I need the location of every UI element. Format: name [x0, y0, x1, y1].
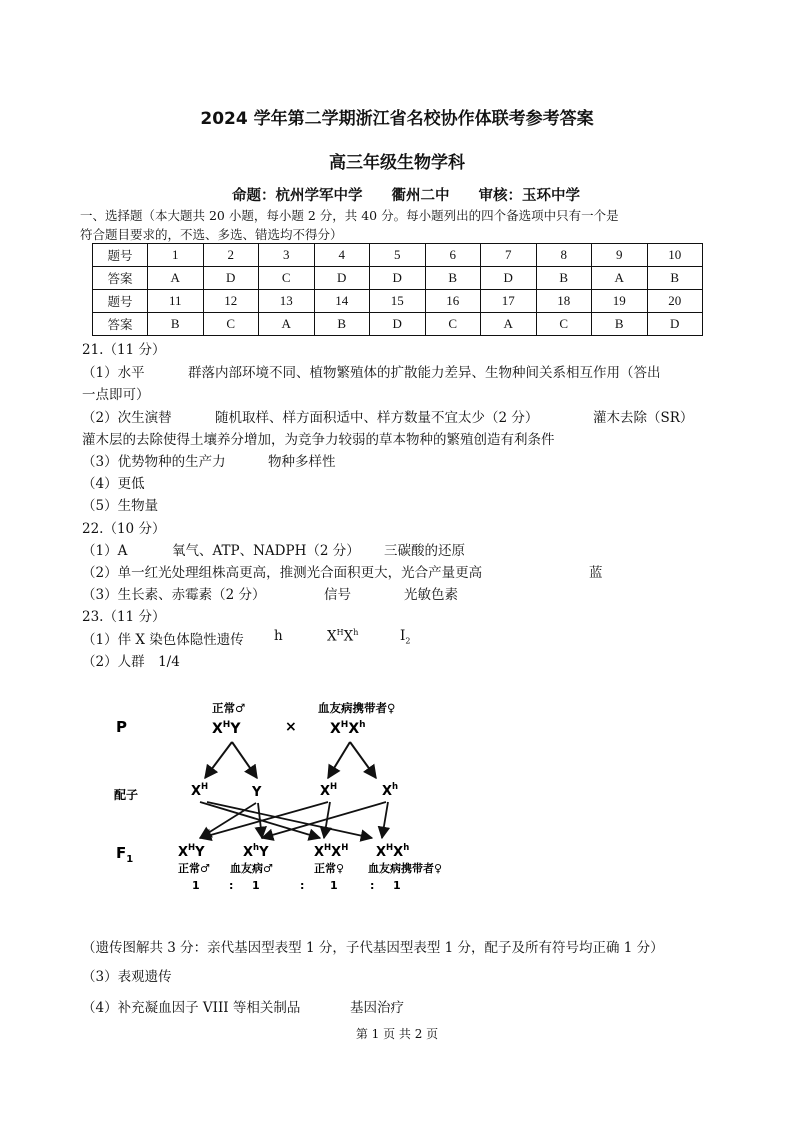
table-cell: C	[425, 313, 481, 336]
section1-instruction-line2: 符合题目要求的，不选、多选、错选均不得分）	[80, 227, 343, 242]
offspring-genotype-1: $X^HY$	[178, 843, 205, 860]
q21-answer-2: （2）次生演替	[82, 410, 172, 426]
q21-answer-1c: 一点即可）	[82, 387, 150, 403]
table-cell: B	[647, 267, 703, 290]
table-cell: 9	[592, 244, 648, 267]
gamete-female-xh-recessive: $X^h$	[382, 782, 399, 799]
table-cell: 17	[481, 290, 537, 313]
table-cell: 题号	[93, 244, 148, 267]
table-cell: 题号	[93, 290, 148, 313]
table-cell: 12	[203, 290, 259, 313]
q23-answer-2: （2）人群 1/4	[82, 654, 180, 670]
q23-answer-1: （1）伴 X 染色体隐性遗传	[82, 632, 244, 648]
offspring-phenotype-2: 血友病♂	[230, 862, 273, 875]
ratio-separator: :	[229, 879, 234, 892]
table-cell: D	[314, 267, 370, 290]
q22-answer-1: （1）A	[82, 543, 128, 559]
q21-answer-2d: 灌木层的去除使得土壤养分增加，为竞争力较弱的草本物种的繁殖创造有利条件	[82, 432, 555, 448]
table-cell: D	[370, 313, 426, 336]
table-cell: B	[425, 267, 481, 290]
table-cell: D	[647, 313, 703, 336]
table-cell: 5	[370, 244, 426, 267]
q23-answer-4b: 基因治疗	[350, 1000, 404, 1016]
q23-answer-3: （3）表观遗传	[82, 969, 172, 985]
ratio-value: 1	[192, 879, 200, 892]
offspring-genotype-3: $X^HX^H$	[314, 843, 349, 860]
q21-answer-5: （5）生物量	[82, 498, 159, 514]
gamete-female-xh: $X^H$	[320, 782, 338, 799]
q22-answer-3c: 光敏色素	[404, 587, 458, 603]
q23-heading: 23.（11 分）	[82, 609, 166, 625]
genotype-sup: H	[336, 628, 344, 637]
f1-label	[116, 844, 133, 865]
q21-answer-3: （3）优势物种的生产力	[82, 454, 226, 470]
q23-scoring-note: （遗传图解共 3 分：亲代基因型表型 1 分，子代基因型表型 1 分，配子及所有符号均正确 1 分）	[82, 940, 664, 956]
table-cell: A	[259, 313, 315, 336]
offspring-phenotype-3: 正常♀	[314, 862, 345, 875]
table-cell: 13	[259, 290, 315, 313]
table-cell: C	[536, 313, 592, 336]
individual-base: I	[400, 628, 406, 644]
q22-answer-2: （2）单一红光处理组株高更高，推测光合面积更大，光合产量更高	[82, 565, 483, 581]
table-cell: 14	[314, 290, 370, 313]
q23-answer-4: （4）补充凝血因子 VIII 等相关制品	[82, 1000, 301, 1016]
gamete-male-y: Y	[252, 785, 262, 800]
table-cell: 6	[425, 244, 481, 267]
table-cell: 10	[647, 244, 703, 267]
genotype-base: X	[343, 628, 354, 645]
q21-answer-4: （4）更低	[82, 476, 145, 492]
table-cell: 15	[370, 290, 426, 313]
table-cell: 16	[425, 290, 481, 313]
table-cell: A	[592, 267, 648, 290]
ratio-value: 1	[393, 879, 401, 892]
q21-answer-2c: 灌木去除（SR）	[593, 410, 694, 426]
table-cell: 8	[536, 244, 592, 267]
p-label: P	[116, 718, 127, 736]
cross-symbol: ×	[285, 719, 297, 735]
table-cell: D	[481, 267, 537, 290]
q22-answer-1b: 氧气、ATP、NADPH（2 分）	[172, 543, 360, 559]
gamete-male-xh: $X^H$	[191, 782, 209, 799]
page-number: 第 1 页 共 2 页	[355, 1027, 439, 1041]
f1-sub: 1	[126, 854, 134, 865]
table-cell: 19	[592, 290, 648, 313]
table-cell: B	[148, 313, 204, 336]
table-cell: 答案	[93, 313, 148, 336]
ratio-separator: :	[300, 879, 305, 892]
arrow	[207, 802, 372, 838]
ratio-separator: :	[370, 879, 375, 892]
arrow	[328, 742, 350, 778]
q21-answer-2b: 随机取样、样方面积适中、样方数量不宜太少（2 分）	[215, 410, 539, 426]
offspring-genotype-4: $X^HX^h$	[376, 843, 410, 860]
table-cell: B	[536, 267, 592, 290]
arrow	[350, 742, 376, 778]
mother-genotype: $X^HX^h$	[330, 720, 366, 737]
mother-phenotype: 血友病携带者♀	[318, 701, 396, 715]
q22-answer-1c: 三碳酸的还原	[384, 543, 465, 559]
arrow	[200, 803, 256, 838]
table-cell: 20	[647, 290, 703, 313]
table-cell: 1	[148, 244, 204, 267]
table-cell: 答案	[93, 267, 148, 290]
table-cell: C	[259, 267, 315, 290]
page-subtitle: 高三年级生物学科	[329, 153, 465, 173]
table-cell: D	[203, 267, 259, 290]
page-title: 2024 学年第二学期浙江省名校协作体联考参考答案	[200, 109, 594, 129]
q23-answer-1b: h	[274, 628, 283, 644]
father-genotype: $X^HY$	[212, 720, 241, 737]
ratio-value: 1	[330, 879, 338, 892]
gamete-label: 配子	[114, 788, 139, 802]
genotype-sup: h	[353, 628, 359, 637]
q22-answer-2b: 蓝	[589, 565, 603, 581]
table-cell: A	[148, 267, 204, 290]
table-cell: D	[370, 267, 426, 290]
q21-heading: 21.（11 分）	[82, 342, 166, 358]
table-cell: B	[314, 313, 370, 336]
offspring-genotype-2: $X^hY$	[243, 843, 269, 860]
table-cell: 4	[314, 244, 370, 267]
table-cell: C	[203, 313, 259, 336]
table-cell: 11	[148, 290, 204, 313]
q22-answer-3b: 信号	[324, 587, 351, 603]
table-cell: 18	[536, 290, 592, 313]
table-cell: 3	[259, 244, 315, 267]
authors-line: 命题：杭州学军中学 衢州二中 审核：玉环中学	[232, 188, 580, 204]
q22-heading: 22.（10 分）	[82, 521, 166, 537]
genotype-base: X	[327, 628, 337, 645]
ratio-value: 1	[252, 879, 260, 892]
individual-sub: 2	[405, 636, 411, 646]
arrow	[382, 802, 388, 838]
arrow	[205, 742, 232, 778]
table-cell: B	[592, 313, 648, 336]
q21-answer-3b: 物种多样性	[268, 454, 336, 470]
table-cell: A	[481, 313, 537, 336]
arrow	[232, 742, 257, 778]
section1-instruction-line1: 一、选择题（本大题共 20 小题，每小题 2 分，共 40 分。每小题列出的四个备选项中只有一个是	[80, 208, 619, 223]
q22-answer-3: （3）生长素、赤霉素（2 分）	[82, 587, 266, 603]
table-cell: 2	[203, 244, 259, 267]
table-cell: 7	[481, 244, 537, 267]
offspring-phenotype-1: 正常♂	[178, 862, 210, 875]
q21-answer-1: （1）水平	[82, 365, 145, 381]
f1-base: F	[116, 844, 127, 862]
father-phenotype: 正常♂	[212, 701, 246, 715]
offspring-phenotype-4: 血友病携带者♀	[368, 862, 443, 875]
q21-answer-1b: 群落内部环境不同、植物繁殖体的扩散能力差异、生物种间关系相互作用（答出	[188, 365, 661, 381]
